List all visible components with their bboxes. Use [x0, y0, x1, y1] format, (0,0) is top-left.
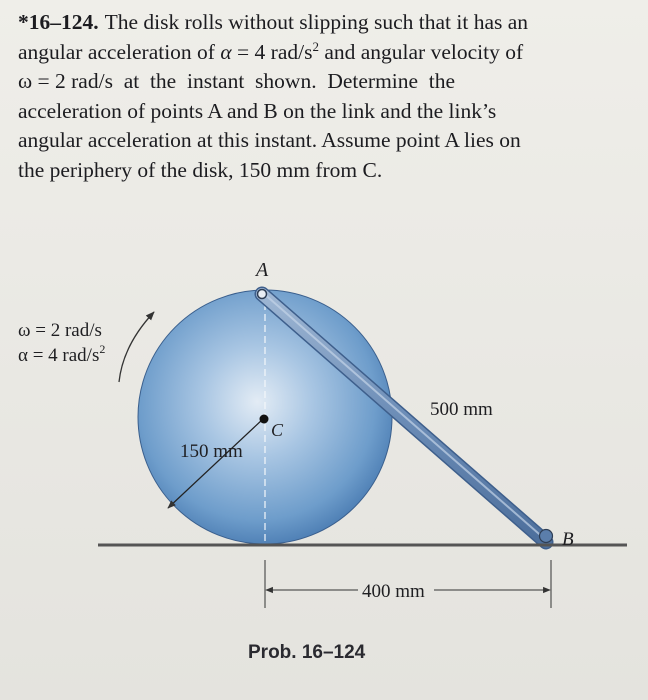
problem-line-3: ω = 2 rad/s at the instant shown. Determine the	[18, 69, 456, 93]
problem-line-2-post: and angular velocity of	[318, 39, 524, 64]
problem-line-5: angular acceleration at this instant. Assume point A lies on	[18, 128, 521, 152]
label-a: A	[256, 259, 269, 281]
problem-line-1-text: The disk rolls without slipping such that it has an	[104, 10, 529, 34]
horizontal-dimension-label: 400 mm	[362, 581, 425, 602]
problem-line-4: acceleration of points A and B on the link and the link’s	[18, 98, 497, 123]
link-length-label: 500 mm	[430, 399, 493, 420]
label-b: B	[562, 529, 574, 550]
problem-line-2-pre: angular acceleration of	[18, 39, 221, 64]
problem-line-6: the periphery of the disk, 150 mm from C.	[18, 157, 383, 182]
center-c-point	[260, 415, 269, 424]
label-c: C	[271, 420, 284, 440]
alpha-symbol: α	[220, 39, 232, 64]
equals-sign: =	[231, 39, 255, 64]
alpha-label: α = 4 rad/$s^2$	[18, 342, 106, 366]
figure-caption: Prob. 16–124	[248, 642, 366, 663]
pin-a	[258, 290, 267, 299]
problem-number: *16–124.	[18, 10, 99, 34]
alpha-exponent: 2	[312, 38, 319, 54]
roller-b	[540, 530, 553, 543]
radius-label: 150 mm	[180, 441, 243, 462]
alpha-value: 4 rad/s	[254, 39, 313, 64]
omega-label: ω = 2 rad/s	[18, 320, 102, 341]
